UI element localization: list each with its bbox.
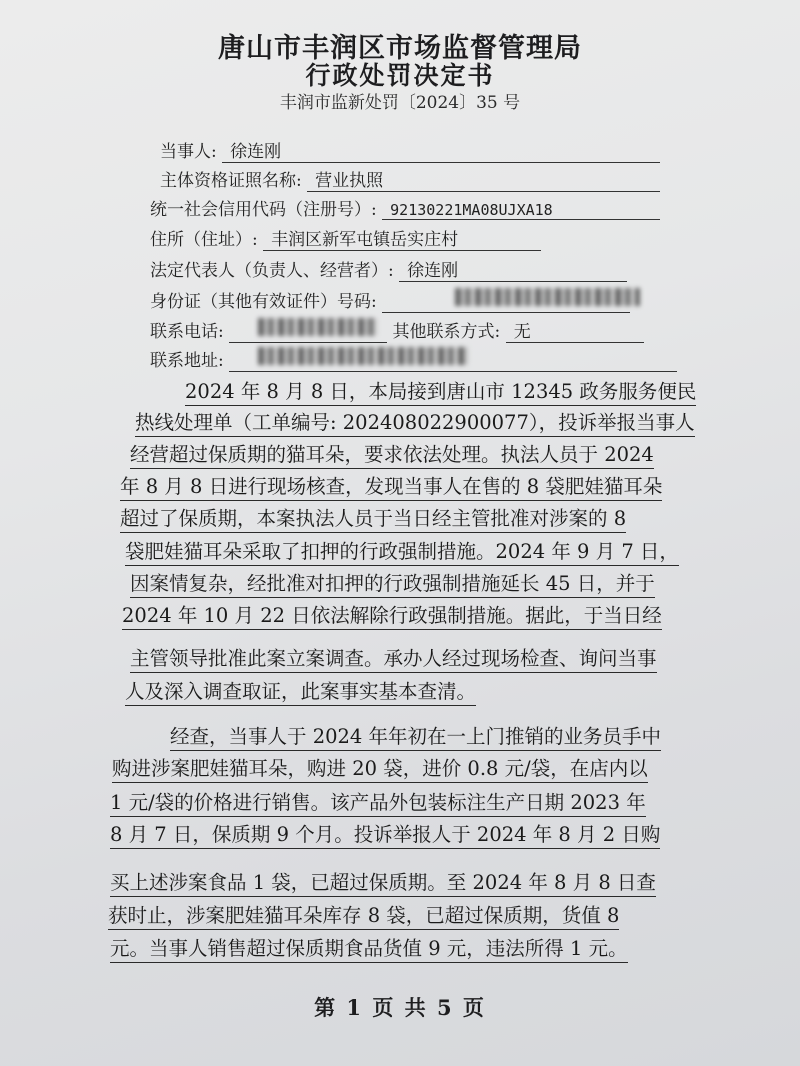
text-line-content: 因案情复杂，经批准对扣押的行政强制措施延长 45 日，并于 [130, 572, 655, 598]
text-line-content: 热线处理单（工单编号: 202408022900077），投诉举报当事人 [135, 411, 695, 437]
text-line [110, 933, 628, 961]
text-line [110, 787, 646, 815]
phone-row [150, 317, 644, 343]
phone-label: 联系电话: [150, 322, 224, 342]
redacted-phone [258, 318, 378, 336]
text-line [125, 676, 476, 704]
other-contact-label: 其他联系方式: [392, 322, 501, 342]
representative-value: 徐连刚 [399, 256, 627, 282]
text-line [110, 819, 660, 847]
document-number: 丰润市监新处罚〔2024〕35 号 [279, 93, 521, 113]
text-line-content: 经查，当事人于 2024 年年初在一上门推销的业务员手中 [170, 725, 661, 751]
text-line-content: 1 元/袋的价格进行销售。该产品外包装标注生产日期 2023 年 [110, 791, 646, 817]
redacted-id-number [455, 288, 640, 306]
text-line-content: 超过了保质期，本案执法人员于当日经主管批准对涉案的 8 [120, 507, 626, 533]
text-line [130, 568, 655, 596]
representative-label: 法定代表人（负责人、经营者）: [150, 261, 394, 281]
certificate-row [160, 166, 660, 192]
document-title: 行政处罚决定书 [305, 61, 495, 90]
text-line-content: 袋肥娃猫耳朵采取了扣押的行政强制措施。2024 年 9 月 7 日， [125, 540, 679, 566]
id-number-label: 身份证（其他有效证件）号码: [150, 292, 377, 312]
text-line [130, 439, 654, 467]
party-name-label: 当事人: [160, 142, 217, 162]
certificate-label: 主体资格证照名称: [160, 171, 302, 191]
party-name-value: 徐连刚 [222, 137, 660, 163]
text-line-content: 元。当事人销售超过保质期食品货值 9 元，违法所得 1 元。 [110, 937, 628, 963]
text-line [122, 600, 662, 628]
text-line [120, 503, 626, 531]
text-line-content: 主管领导批准此案立案调查。承办人经过现场检查、询问当事 [130, 647, 657, 673]
text-line-content: 8 月 7 日，保质期 9 个月。投诉举报人于 2024 年 8 月 2 日购 [110, 823, 660, 849]
text-line [110, 867, 656, 895]
contact-address-label: 联系地址: [150, 351, 224, 371]
text-line [135, 407, 695, 435]
redacted-contact-address [258, 347, 468, 365]
text-line-content: 2024 年 10 月 22 日依法解除行政强制措施。据此，于当日经 [122, 604, 662, 630]
text-line-content: 年 8 月 8 日进行现场核查，发现当事人在售的 8 袋肥娃猫耳朵 [120, 475, 662, 501]
text-line-content: 买上述涉案食品 1 袋，已超过保质期。至 2024 年 8 月 8 日查 [110, 871, 656, 897]
text-line [125, 536, 679, 564]
page-footer: 第 1 页 共 5 页 [314, 995, 486, 1020]
text-line [112, 753, 648, 781]
address-row [150, 225, 541, 251]
text-line [170, 721, 661, 749]
representative-row [150, 256, 627, 282]
certificate-value: 营业执照 [307, 166, 660, 192]
text-line-content: 人及深入调查取证，此案事实基本查清。 [125, 680, 476, 706]
text-line-content: 经营超过保质期的猫耳朵，要求依法处理。执法人员于 2024 [130, 443, 654, 469]
address-label: 住所（住址）: [150, 230, 258, 250]
text-line-content: 2024 年 8 月 8 日，本局接到唐山市 12345 政务服务便民 [185, 380, 696, 406]
text-line [120, 471, 662, 499]
credit-code-label: 统一社会信用代码（注册号）: [150, 200, 377, 220]
party-name-row [160, 137, 660, 163]
credit-code-row [150, 195, 660, 220]
other-contact-value: 无 [506, 317, 644, 343]
text-line [108, 900, 619, 928]
text-line [185, 376, 696, 404]
text-line-content: 获时止，涉案肥娃猫耳朵库存 8 袋，已超过保质期，货值 8 [108, 904, 619, 930]
text-line-content: 购进涉案肥娃猫耳朵，购进 20 袋，进价 0.8 元/袋，在店内以 [112, 757, 648, 783]
address-value: 丰润区新军屯镇岳实庄村 [263, 225, 541, 251]
text-line [130, 643, 657, 671]
credit-code-value: 92130221MA08UJXA18 [382, 201, 660, 220]
agency-title: 唐山市丰润区市场监督管理局 [218, 33, 582, 64]
